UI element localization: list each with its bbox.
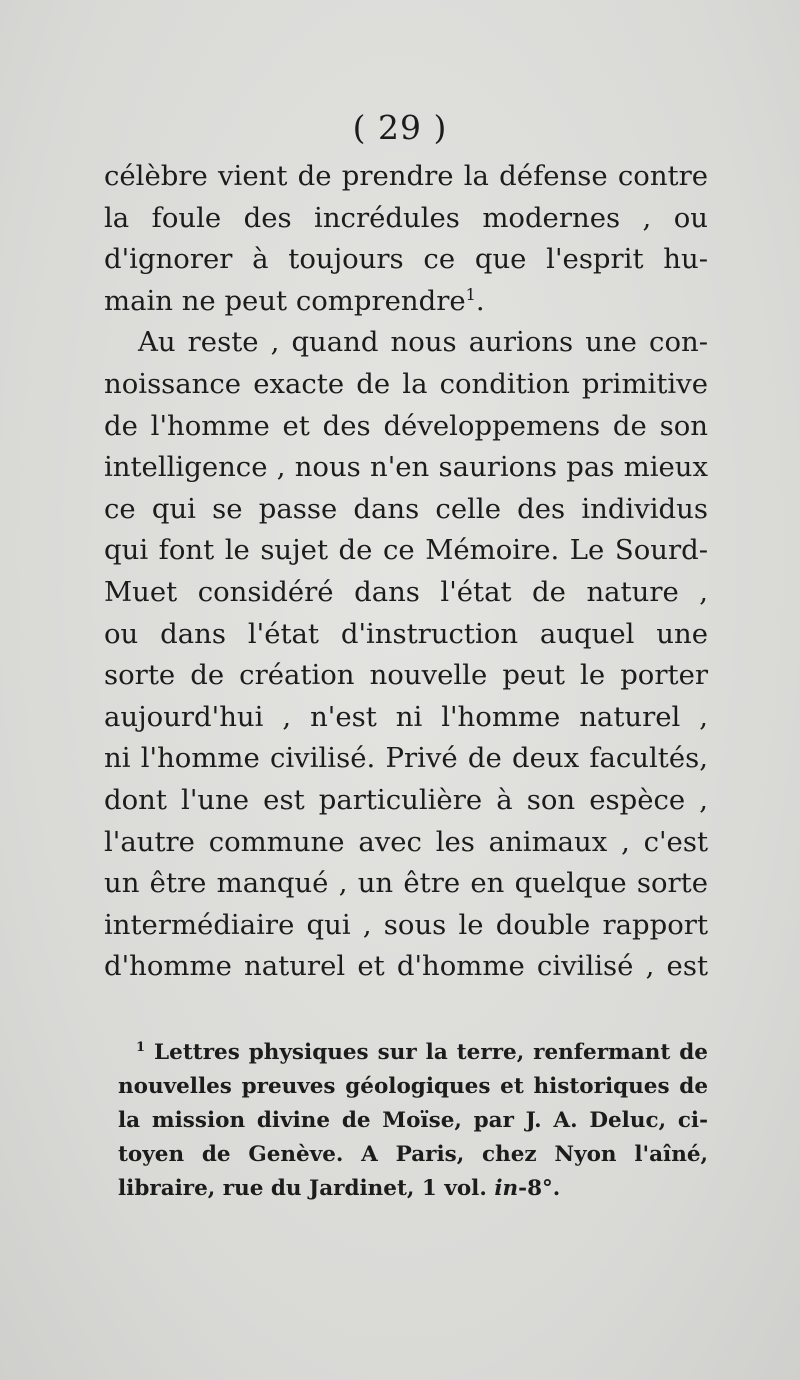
text-line-with-footnote-ref <box>104 281 708 323</box>
footnote-line <box>118 1172 708 1206</box>
text-line: intermédiaire qui , sous le double rapport <box>104 908 708 941</box>
text-line: un être manqué , un être en quelque sorte <box>104 867 708 900</box>
text-line: noissance exacte de la condition primitive <box>104 367 708 400</box>
text-line: d'ignorer à toujours ce que l'esprit hu- <box>104 243 708 276</box>
text-segment: . <box>475 284 485 317</box>
text-line: dont l'une est particulière à son espèce , <box>104 783 708 816</box>
text-line: ce qui se passe dans celle des individus <box>104 492 708 525</box>
footnote-line: nouvelles preuves géologiques et historiques de <box>118 1074 708 1099</box>
format-tail: -8°. <box>518 1176 561 1201</box>
main-text <box>104 156 708 988</box>
text-line: d'homme naturel et d'homme civilisé , est <box>104 950 708 983</box>
footnote <box>118 1036 708 1206</box>
footnote-reference[interactable]: 1 <box>465 284 476 304</box>
text-line: l'autre commune avec les animaux , c'est <box>104 825 708 858</box>
text-line: ni l'homme civilisé. Privé de deux facultés, <box>104 742 708 775</box>
footnote-line: toyen de Genève. A Paris, chez Nyon l'aîné, <box>118 1142 708 1167</box>
footnote-marker: 1 <box>136 1039 146 1055</box>
footnote-text: libraire, rue du Jardinet, 1 vol. <box>118 1176 487 1201</box>
format-italic: in <box>494 1176 519 1201</box>
text-segment: main ne peut comprendre <box>104 284 466 317</box>
text-line: célèbre vient de prendre la défense contre <box>104 160 708 192</box>
paragraph-start-line: Au reste , quand nous aurions une con- <box>138 326 708 359</box>
text-line: sorte de création nouvelle peut le porter <box>104 659 708 692</box>
page-number: ( 29 ) <box>352 108 448 147</box>
footnote-line <box>118 1036 708 1070</box>
text-line: ou dans l'état d'instruction auquel une <box>104 617 708 650</box>
footnote-line: la mission divine de Moïse, par J. A. Deluc, ci- <box>118 1108 708 1133</box>
text-line: aujourd'hui , n'est ni l'homme naturel , <box>104 700 708 733</box>
text-line: qui font le sujet de ce Mémoire. Le Sourd- <box>104 534 708 567</box>
text-line: la foule des incrédules modernes , ou <box>104 201 708 234</box>
text-line: Muet considéré dans l'état de nature , <box>104 575 708 608</box>
footnote-text: Lettres physiques sur la terre, renfermant de <box>154 1040 708 1065</box>
text-line: intelligence , nous n'en saurions pas mieux <box>104 451 708 484</box>
text-line: de l'homme et des développemens de son <box>104 409 708 442</box>
